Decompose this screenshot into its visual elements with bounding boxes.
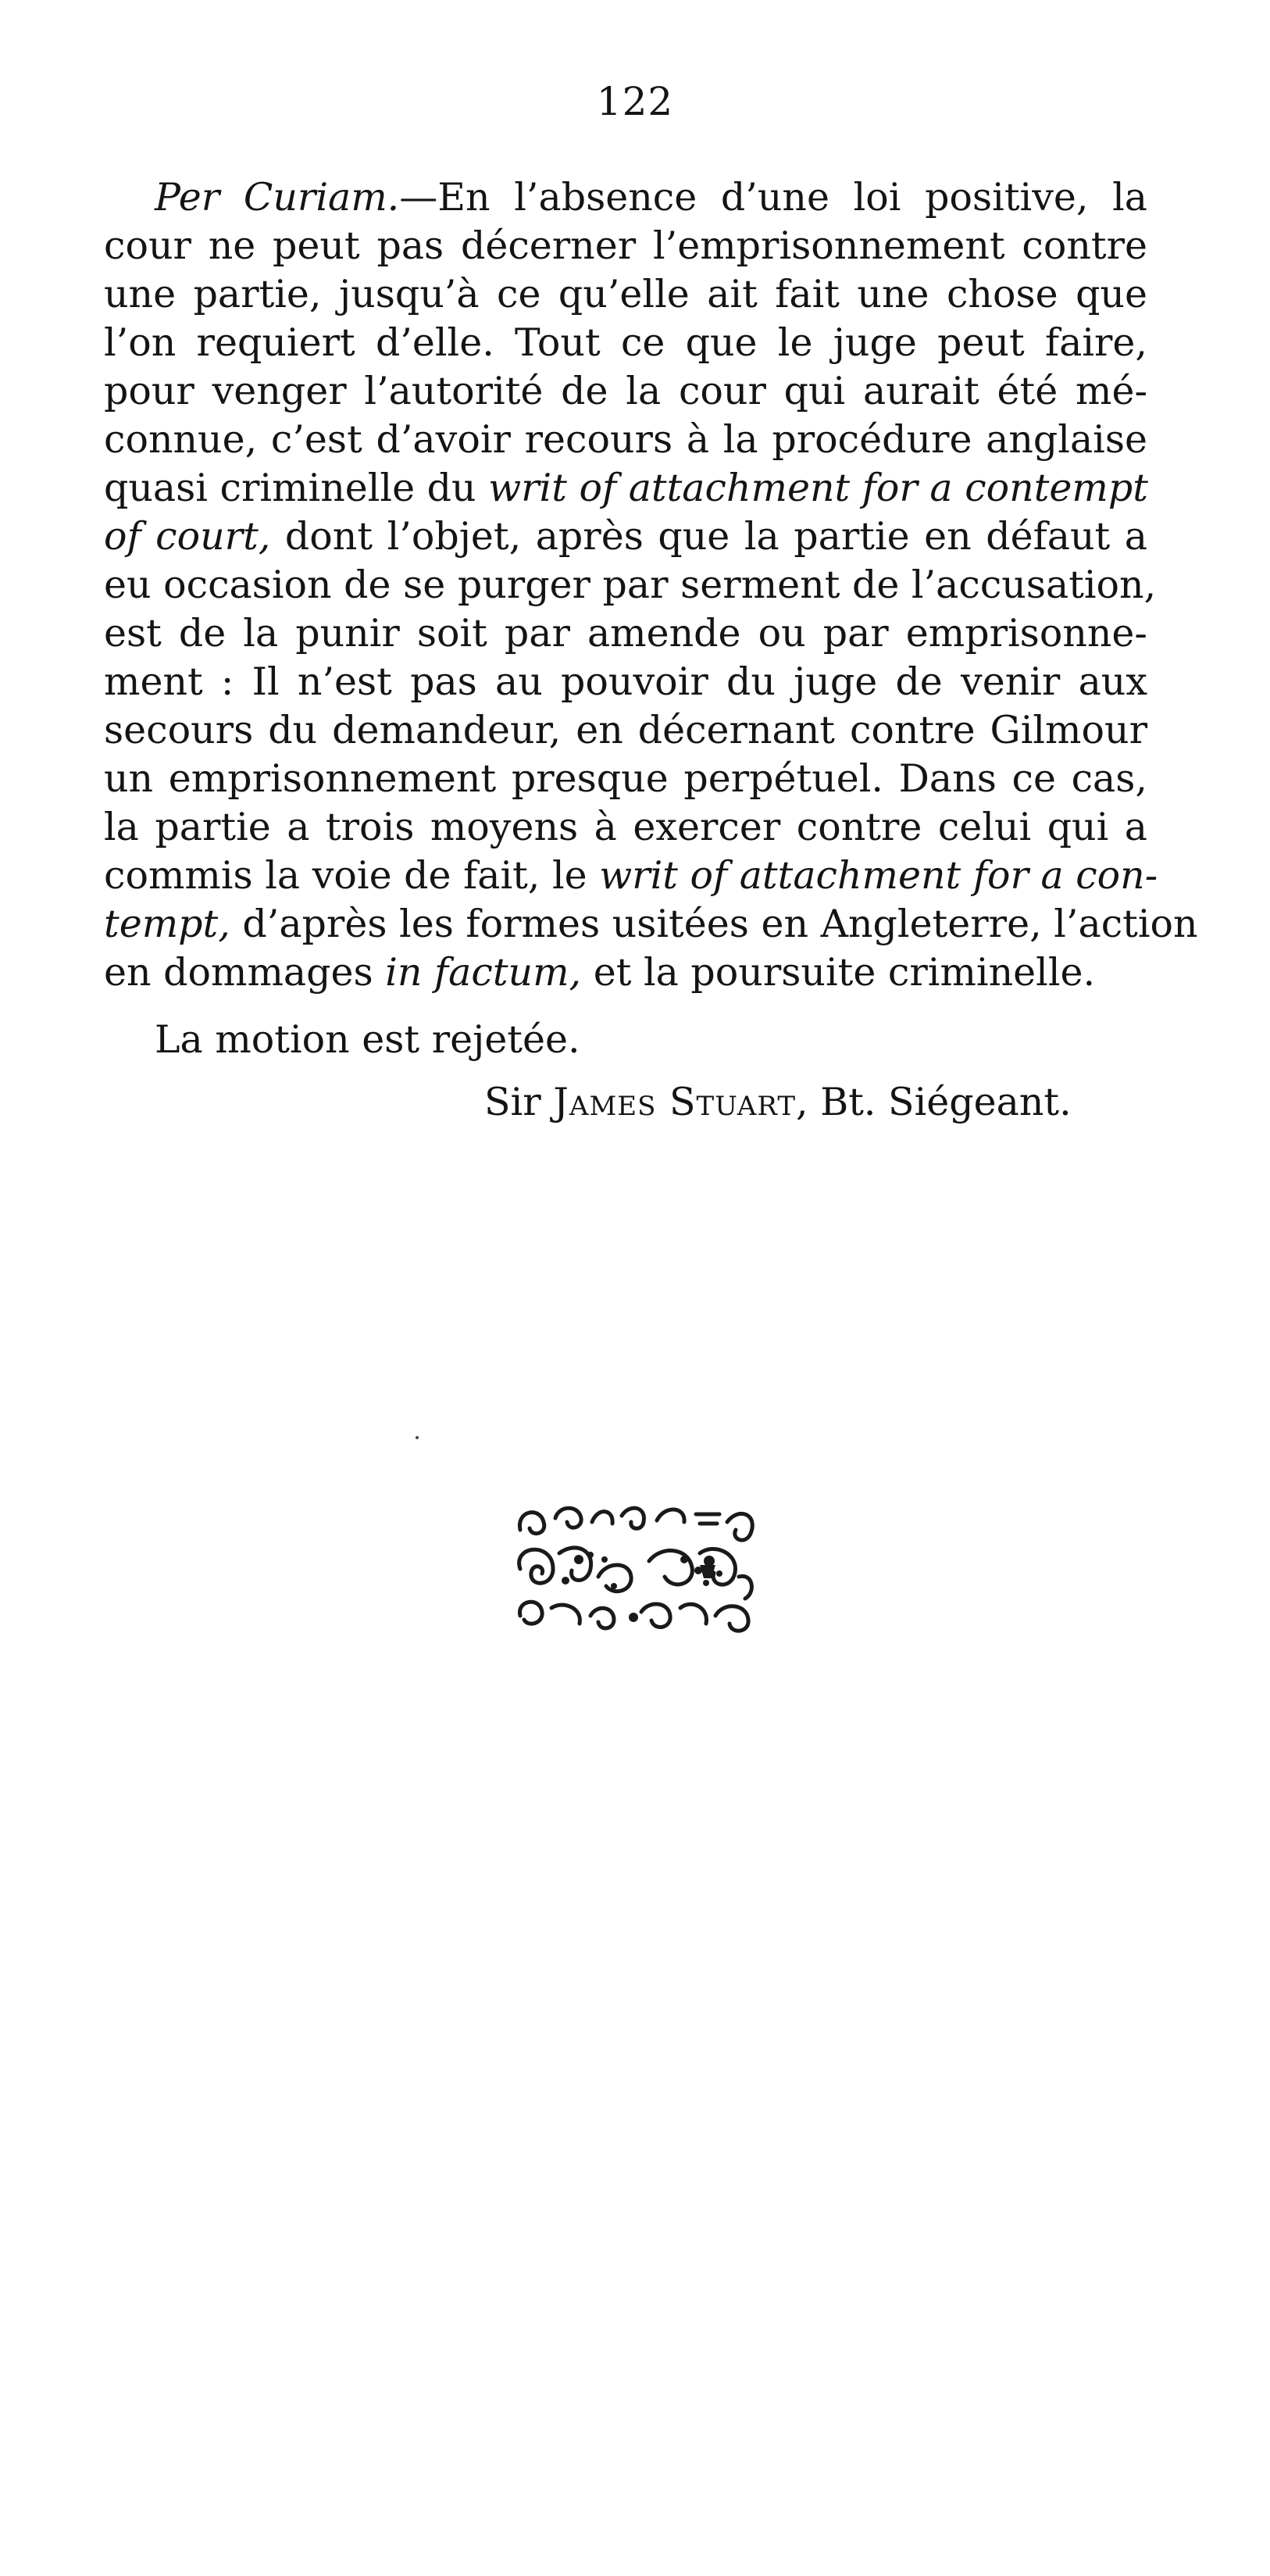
main-paragraph [104,173,1198,997]
paragraph-line: est de la punir soit par amende ou par emprisonne- [104,611,1147,656]
paragraph-line [104,173,1147,222]
page-number: 122 [596,79,674,124]
paragraph-line: la partie a trois moyens à exercer contre celui qui a [104,805,1147,849]
print-speck [416,1436,419,1439]
paragraph-line: eu occasion de se purger par serment de l’accusation, [104,563,1157,607]
ruling-statement: La motion est rejetée. [155,1017,580,1062]
italic-phrase: writ of attachment for a con- [599,853,1158,898]
paragraph-line: un emprisonnement presque perpétuel. Dans ce cas, [104,756,1147,801]
paragraph-line [104,464,1147,513]
paragraph-line: connue, c’est d’avoir recours à la procédure anglaise [104,417,1147,462]
paragraph-line: cour ne peut pas décerner l’emprisonnement contre [104,223,1147,268]
italic-phrase: in factum, [385,950,582,995]
paragraph-line: l’on requiert d’elle. Tout ce que le juge peut faire, [104,320,1147,365]
paragraph-line [104,900,1198,949]
paragraph-line [104,852,1158,900]
paragraph-line: ment : Il n’est pas au pouvoir du juge de venir aux [104,659,1147,704]
line-text: quasi criminelle du [104,466,489,510]
line-text: d’après les formes usitées en Angleterre, l’action [230,902,1198,946]
judge-signature-line [484,1078,1072,1127]
italic-phrase: of court, [104,514,271,559]
signature-suffix: , Bt. Siégeant. [796,1080,1072,1124]
paragraph-line: une partie, jusqu’à ce qu’elle ait fait une chose que [104,272,1147,316]
line-text: et la poursuite criminelle. [581,950,1096,995]
line-text: dont l’objet, après que la partie en défaut a [270,514,1148,559]
paragraph-line [104,513,1147,561]
italic-phrase: Per Curiam. [155,175,400,220]
italic-phrase: writ of attachment for a contempt [488,466,1148,510]
signature-prefix: Sir [484,1080,554,1124]
paragraph-line [104,949,1147,997]
paragraph-line: secours du demandeur, en décernant contre Gilmour [104,708,1147,752]
line-text: commis la voie de fait, le [104,853,600,898]
judge-name: James Stuart [553,1080,797,1124]
line-text: en dommages [104,950,386,995]
line-text: —En l’absence d’une loi positive, la [399,175,1147,220]
paragraph-line: pour venger l’autorité de la cour qui aurait été mé- [104,369,1147,413]
floral-scroll-ornament-icon [505,1499,762,1639]
italic-phrase: tempt, [104,902,230,946]
